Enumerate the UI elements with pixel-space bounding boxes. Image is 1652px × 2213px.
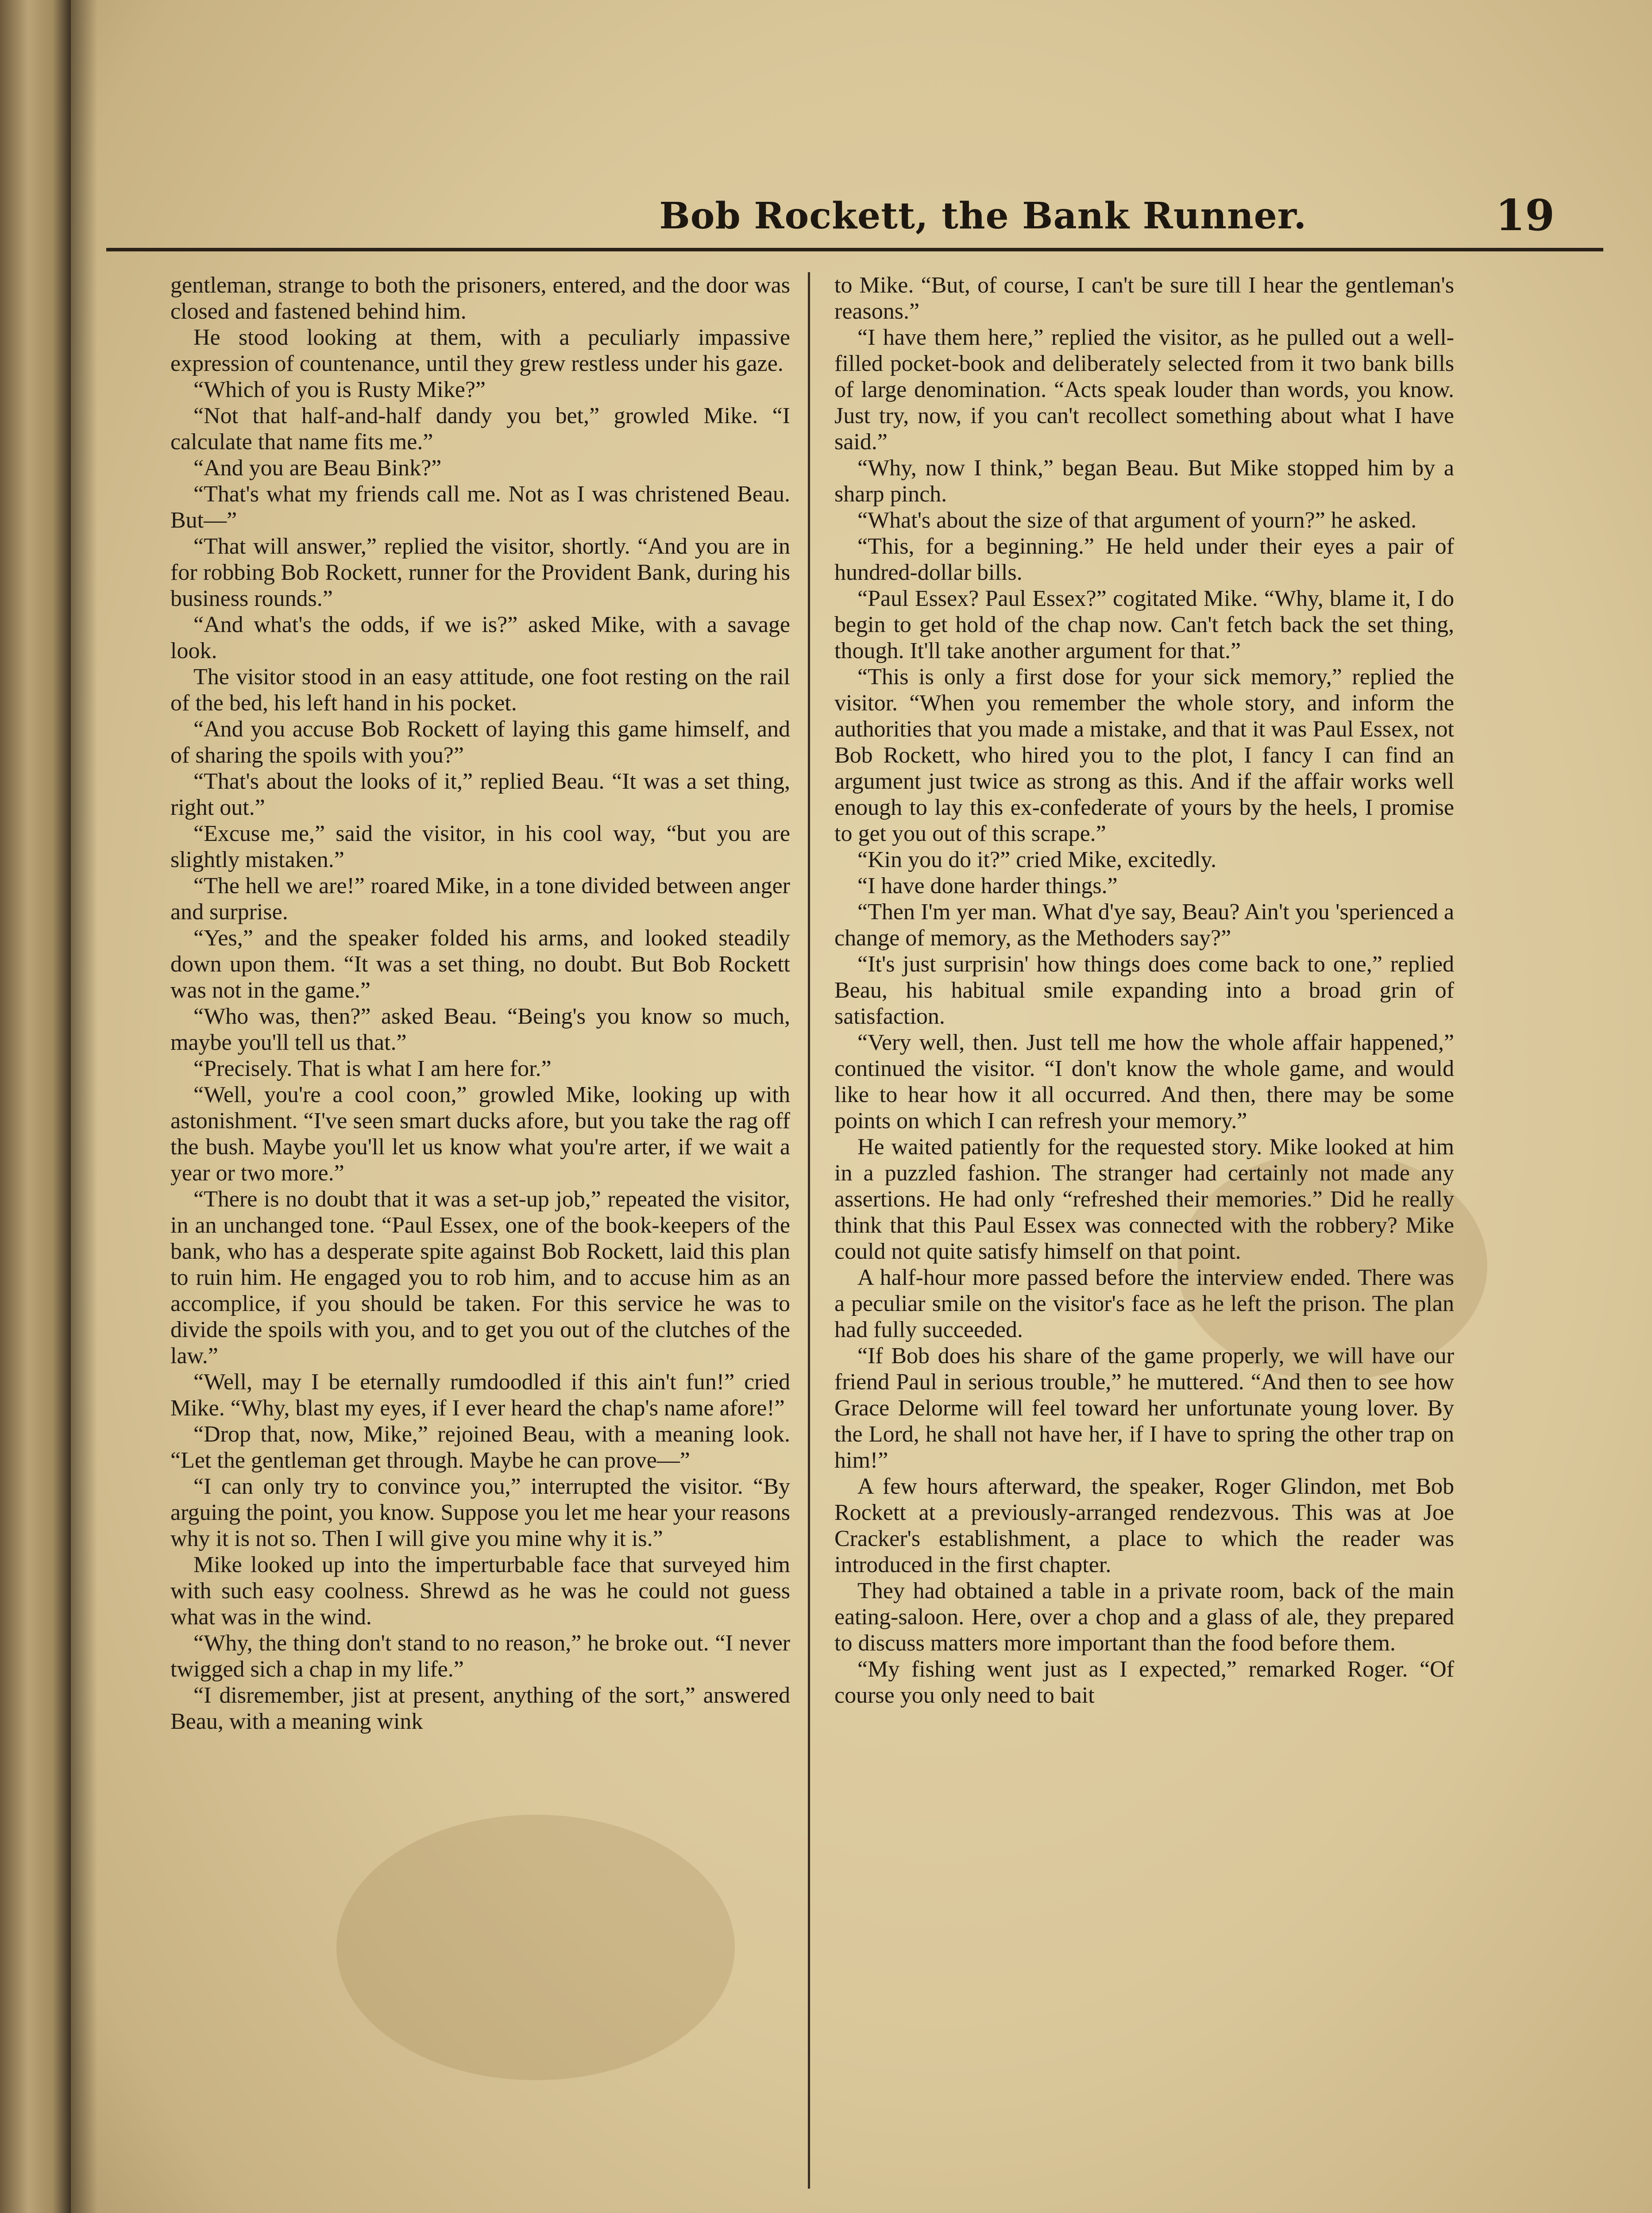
- paragraph: “My fishing went just as I expected,” remarked Roger. “Of course you only need to bait: [834, 1657, 1454, 1708]
- paragraph: “Paul Essex? Paul Essex?” cogitated Mike. “Why, blame it, I do begin to get hold of the chap now. Can't fetch back the set thing, though. It'll take another argument for that.”: [834, 586, 1454, 663]
- paragraph: “Why, the thing don't stand to no reason,” he broke out. “I never twigged sich a chap in my life.”: [170, 1631, 790, 1682]
- paragraph: “Why, now I think,” began Beau. But Mike stopped him by a sharp pinch.: [834, 455, 1454, 507]
- paragraph: gentleman, strange to both the prisoners, entered, and the door was closed and fastened behind him.: [170, 273, 790, 324]
- right-text-column: [834, 272, 1454, 2175]
- paragraph: “Which of you is Rusty Mike?”: [193, 377, 486, 402]
- paragraph: “That's what my friends call me. Not as I was christened Beau. But—”: [170, 482, 790, 533]
- paragraph: “I can only try to convince you,” interrupted the visitor. “By arguing the point, you know. Suppose you let me hear your reasons why it is not so. Then I will give you mine why it is.”: [170, 1474, 790, 1551]
- paragraph: “Very well, then. Just tell me how the whole affair happened,” continued the visitor. “I don't know the whole game, and would like to hear how it all occurred. And then, there may be some points on which I can refresh your memory.”: [834, 1030, 1454, 1133]
- paragraph: A few hours afterward, the speaker, Roger Glindon, met Bob Rockett at a previously-arranged rendezvous. This was at Joe Cracker's establishment, a place to which the reader was introduced in the first chapter.: [834, 1474, 1454, 1577]
- paragraph: “Kin you do it?” cried Mike, excitedly.: [857, 847, 1217, 872]
- paragraph: “Well, you're a cool coon,” growled Mike, looking up with astonishment. “I've seen smart ducks afore, but you take the rag off the bush. Maybe you'll let us know what you're arter, if we wait a year or two more.”: [170, 1082, 790, 1186]
- paragraph: “Then I'm yer man. What d'ye say, Beau? Ain't you 'sperienced a change of memory, as the Methoders say?”: [834, 899, 1454, 951]
- paragraph: “Yes,” and the speaker folded his arms, and looked steadily down upon them. “It was a set thing, no doubt. But Bob Rockett was not in the game.”: [170, 925, 790, 1003]
- paragraph: “There is no doubt that it was a set-up job,” repeated the visitor, in an unchanged tone. “Paul Essex, one of the book-keepers of the bank, who has a desperate spite against Bob Rockett, laid this plan to ruin him. He engaged you to rob him, and to accuse him as an accomplice, if you should be taken. For this service he was to divide the spoils with you, and to get you out of the clutches of the law.”: [170, 1187, 790, 1369]
- paragraph: “What's about the size of that argument of yourn?” he asked.: [857, 508, 1417, 533]
- paragraph: “The hell we are!” roared Mike, in a tone divided between anger and surprise.: [170, 873, 790, 925]
- paragraph: “I have them here,” replied the visitor, as he pulled out a well-filled pocket-book and deliberately selected from it two bank bills of large denomination. “Acts speak louder than words, you know. Just try, now, if you can't recollect something about what I have said.”: [834, 325, 1454, 455]
- paragraph: “Excuse me,” said the visitor, in his cool way, “but you are slightly mistaken.”: [170, 821, 790, 872]
- paragraph: “Well, may I be eternally rumdoodled if this ain't fun!” cried Mike. “Why, blast my eyes, if I ever heard the chap's name afore!”: [170, 1369, 790, 1421]
- paragraph: “It's just surprisin' how things does come back to one,” replied Beau, his habitual smile expanding into a broad grin of satisfaction.: [834, 952, 1454, 1029]
- paragraph: He waited patiently for the requested story. Mike looked at him in a puzzled fashion. The stranger had certainly not made any assertions. He had only “refreshed their memories.” Did he really think that this Paul Essex was connected with the robbery? Mike could not quite satisfy himself on that point.: [834, 1134, 1454, 1264]
- paragraph: “I have done harder things.”: [857, 873, 1118, 898]
- left-text-column: [170, 272, 790, 2175]
- paragraph: They had obtained a table in a private room, back of the main eating-saloon. Here, over a chop and a glass of ale, they prepared to discuss matters more important than the food before them.: [834, 1578, 1454, 1656]
- paragraph: “If Bob does his share of the game properly, we will have our friend Paul in serious trouble,” he muttered. “And then to see how Grace Delorme will feel toward her unfortunate young lover. By the Lord, he shall not have her, if I have to spring the other trap on him!”: [834, 1343, 1454, 1473]
- paragraph: A half-hour more passed before the interview ended. There was a peculiar smile on the visitor's face as he left the prison. The plan had fully succeeded.: [834, 1265, 1454, 1342]
- running-title: Bob Rockett, the Bank Runner.: [659, 195, 1307, 237]
- paragraph: “Drop that, now, Mike,” rejoined Beau, with a meaning look. “Let the gentleman get through. Maybe he can prove—”: [170, 1422, 790, 1473]
- book-page: [71, 0, 1652, 2213]
- page-header: [106, 186, 1617, 248]
- paragraph: to Mike. “But, of course, I can't be sure till I hear the gentleman's reasons.”: [834, 273, 1454, 324]
- paragraph: “Not that half-and-half dandy you bet,” growled Mike. “I calculate that name fits me.”: [170, 403, 790, 455]
- paragraph: “This, for a beginning.” He held under their eyes a pair of hundred-dollar bills.: [834, 534, 1454, 585]
- paragraph: “I disremember, jist at present, anything of the sort,” answered Beau, with a meaning wink: [170, 1683, 790, 1734]
- paragraph: “And you are Beau Bink?”: [193, 455, 442, 481]
- paragraph: “And you accuse Bob Rockett of laying this game himself, and of sharing the spoils with you?”: [170, 717, 790, 768]
- paragraph: “Precisely. That is what I am here for.”: [193, 1056, 552, 1081]
- spine-shadow: [71, 0, 97, 2213]
- paragraph: “That's about the looks of it,” replied Beau. “It was a set thing, right out.”: [170, 769, 790, 820]
- paragraph: “This is only a first dose for your sick memory,” replied the visitor. “When you remember the whole story, and inform the authorities that you made a mistake, and that it was Paul Essex, not Bob Rockett, who hired you to the plot, I fancy I can find an argument just twice as strong as this. And if the affair works well enough to lay this ex-confederate of yours by the heels, I promise to get you out of this scrape.”: [834, 664, 1454, 846]
- paragraph: Mike looked up into the imperturbable face that surveyed him with such easy coolness. Shrewd as he was he could not guess what was in the wind.: [170, 1552, 790, 1630]
- paragraph: The visitor stood in an easy attitude, one foot resting on the rail of the bed, his left hand in his pocket.: [170, 664, 790, 716]
- paragraph: “Who was, then?” asked Beau. “Being's you know so much, maybe you'll tell us that.”: [170, 1004, 790, 1055]
- header-rule: [106, 248, 1603, 251]
- paragraph: “That will answer,” replied the visitor, shortly. “And you are in for robbing Bob Rockett, runner for the Provident Bank, during his business rounds.”: [170, 534, 790, 611]
- facing-page-edge: [0, 0, 71, 2213]
- paragraph: He stood looking at them, with a peculiarly impassive expression of countenance, until they grew restless under his gaze.: [170, 325, 790, 376]
- column-divider: [808, 272, 810, 2189]
- paragraph: “And what's the odds, if we is?” asked Mike, with a savage look.: [170, 612, 790, 663]
- page-number: 19: [1495, 190, 1555, 240]
